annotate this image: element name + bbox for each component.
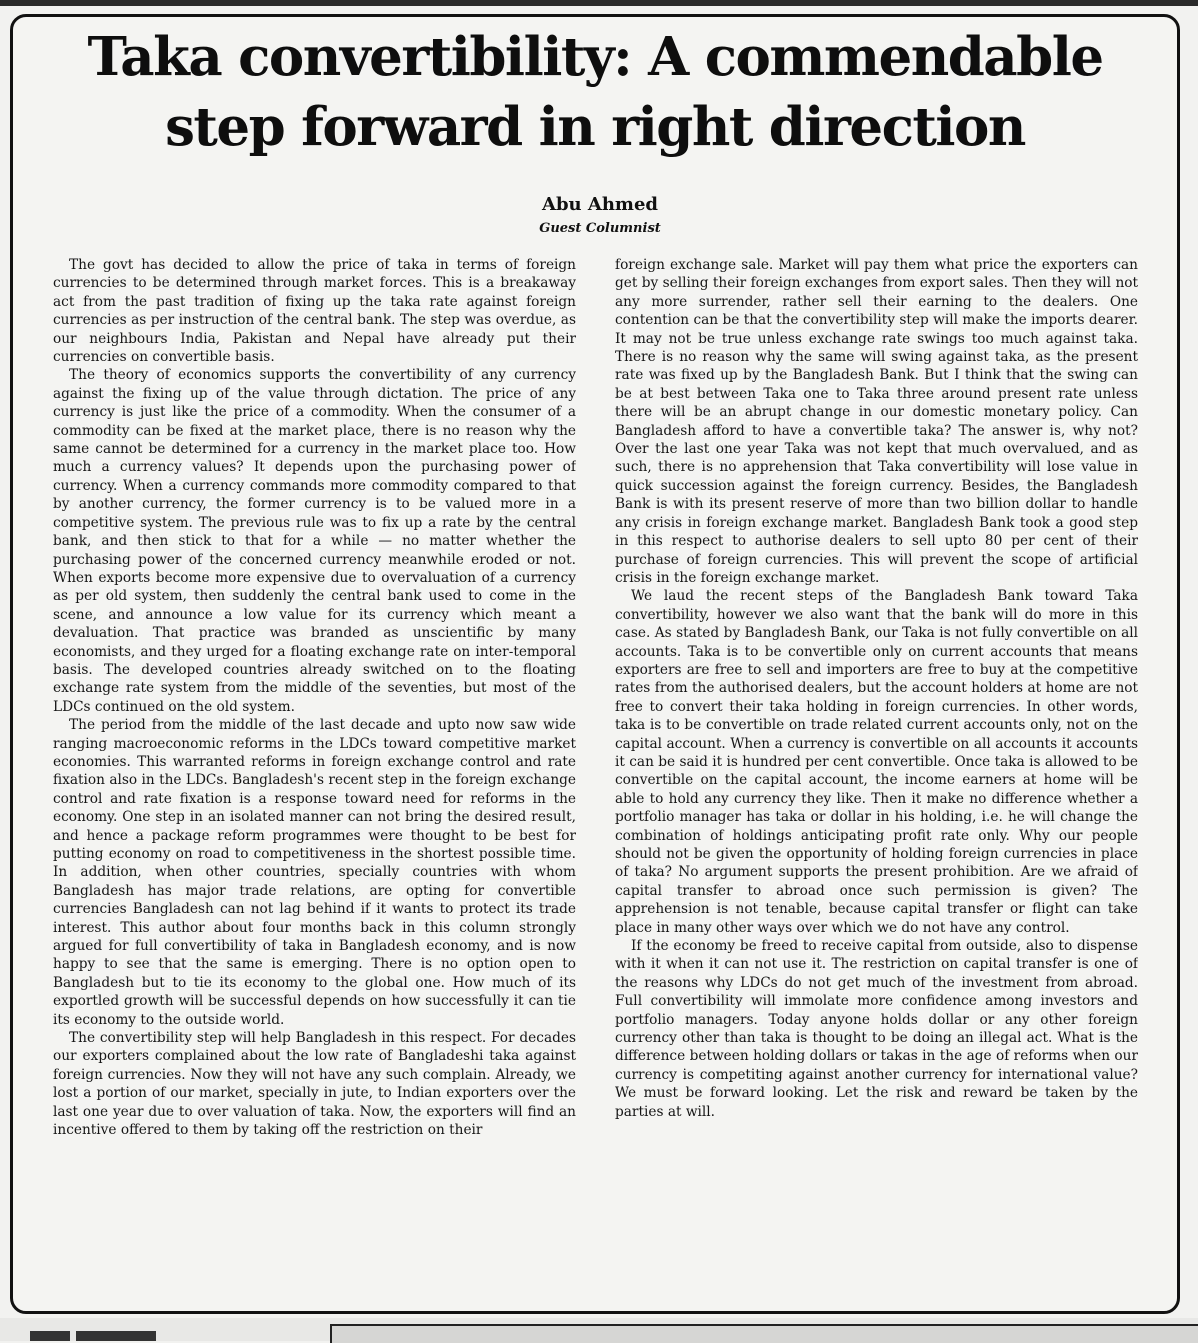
- top-page-rule: [0, 0, 1198, 6]
- paragraph: foreign exchange sale. Market will pay them what price the exporters can get by selling their foreign exchanges from export sales. Then they will not any more surrender, rather sell their earning to the dealers. One contention can be that the convertibility step will make the imports dearer. It may not be true unless exchange rate swings too much against taka. There is no reason why the same will swing against taka, as the present rate was fixed up by the Bangladesh Bank. But I think that the swing can be at best between Taka one to Taka three around present rate unless there will be an abrupt change in our domestic monetary policy. Can Bangladesh afford to have a convertible taka? The answer is, why not? Over the last one year Taka was not kept that much overvalued, and as such, there is no apprehension that Taka convertibility will lose value in quick succession against the foreign currency. Besides, the Bangladesh Bank is with its present reserve of more than two billion dollar to handle any crisis in foreign exchange market. Bangladesh Bank took a good step in this respect to authorise dealers to sell upto 80 per cent of their purchase of foreign currencies. This will prevent the scope of artificial crisis in the foreign exchange market.: [615, 257, 1138, 586]
- article-headline: Taka convertibility: A commendable step forward in right direction: [87, 26, 1103, 158]
- paragraph: If the economy be freed to receive capital from outside, also to dispense with it when it can not use it. The restriction on capital transfer is one of the reasons why LDCs do not get much of the investment from abroad. Full convertibility will immolate more confidence among investors and portfolio managers. Today anyone holds dollar or any other foreign currency other than taka is thought to be doing an illegal act. What is the difference between holding dollars or takas in the age of reforms when our currency is competiting against another currency for international value? We must be forward looking. Let the risk and reward be taken by the parties at will.: [615, 938, 1138, 1120]
- author-role: Guest Columnist: [539, 221, 661, 236]
- paragraph: We laud the recent steps of the Bangladesh Bank toward Taka convertibility, however we also want that the bank will do more in this case. As stated by Bangladesh Bank, our Taka is not fully convertible on all accounts. Taka is to be convertible only on current accounts that means exporters are free to sell and importers are free to buy at the competitive rates from the authorised dealers, but the account holders at home are not free to convert their taka holding in foreign currencies. In other words, taka is to be convertible on trade related current accounts only, not on the capital account. When a currency is convertible on all accounts it accounts it can be said it is hundred per cent convertible. Once taka is allowed to be convertible on the capital account, the income earners at home will be able to hold any currency they like. Then it make no difference whether a portfolio manager has taka or dollar in his holding, i.e. he will change the combination of holdings anticipating profit rate only. Why our people should not be given the opportunity of holding foreign currencies in place of taka? No argument supports the present prohibition. Are we afraid of capital transfer to abroad once such permission is given? The apprehension is not tenable, because capital transfer or flight can take place in many other ways over which we do not have any control.: [615, 588, 1138, 936]
- paragraph: The theory of economics supports the convertibility of any currency against the fixing up of the value through dictation. The price of any currency is just like the price of a commodity. When the consumer of a commodity can be fixed at the market place, there is no reason why the same cannot be determined for a currency in the market place too. How much a currency values? It depends upon the purchasing power of currency. When a currency commands more commodity compared to that by another currency, the former currency is to be valued more in a competitive system. The previous rule was to fix up a rate by the central bank, and then stick to that for a while — no matter whether the purchasing power of the concerned currency meanwhile eroded or not. When exports become more expensive due to overvaluation of a currency as per old system, then suddenly the central bank used to come in the scene, and announce a low value for its currency which meant a devaluation. That practice was branded as unscientific by many economists, and they urged for a floating exchange rate on inter-temporal basis. The developed countries already switched on to the floating exchange rate system from the middle of the seventies, but most of the LDCs continued on the old system.: [53, 367, 576, 715]
- left-column: [53, 256, 576, 1308]
- paragraph: The period from the middle of the last decade and upto now saw wide ranging macroeconomic reforms in the LDCs toward competitive market economies. This warranted reforms in foreign exchange control and rate fixation also in the LDCs. Bangladesh's recent step in the foreign exchange control and rate fixation is a response toward need for reforms in the economy. One step in an isolated manner can not bring the desired result, and hence a package reform programmes were thought to be best for putting economy on road to competitiveness in the shortest possible time. In addition, when other countries, specially countries with whom Bangladesh has major trade relations, are opting for convertible currencies Bangladesh can not lag behind if it wants to protect its trade interest. This author about four months back in this column strongly argued for full convertibility of taka in Bangladesh economy, and is now happy to see that the same is emerging. There is no option open to Bangladesh but to tie its economy to the global one. How much of its exportled growth will be successful depends on how successfully it can tie its economy to the outside world.: [53, 717, 576, 1028]
- next-article-box: [330, 1324, 1198, 1343]
- paragraph: The convertibility step will help Bangladesh in this respect. For decades our exporters complained about the low rate of Bangladeshi taka against foreign currencies. Now they will not have any such complain. Already, we lost a portion of our market, specially in jute, to Indian exporters over the last one year due to over valuation of taka. Now, the exporters will find an incentive offered to them by taking off the restriction on their: [53, 1030, 576, 1139]
- paragraph: The govt has decided to allow the price of taka in terms of foreign currencies to be determined through market forces. This is a breakaway act from the past tradition of fixing up the taka rate against foreign currencies as per instruction of the central bank. The step was overdue, as our neighbours India, Pakistan and Nepal have already put their currencies on convertible basis.: [53, 257, 576, 366]
- next-headline-fragment: [30, 1326, 230, 1341]
- right-column: [615, 256, 1138, 1308]
- author-byline: Abu Ahmed: [541, 194, 659, 215]
